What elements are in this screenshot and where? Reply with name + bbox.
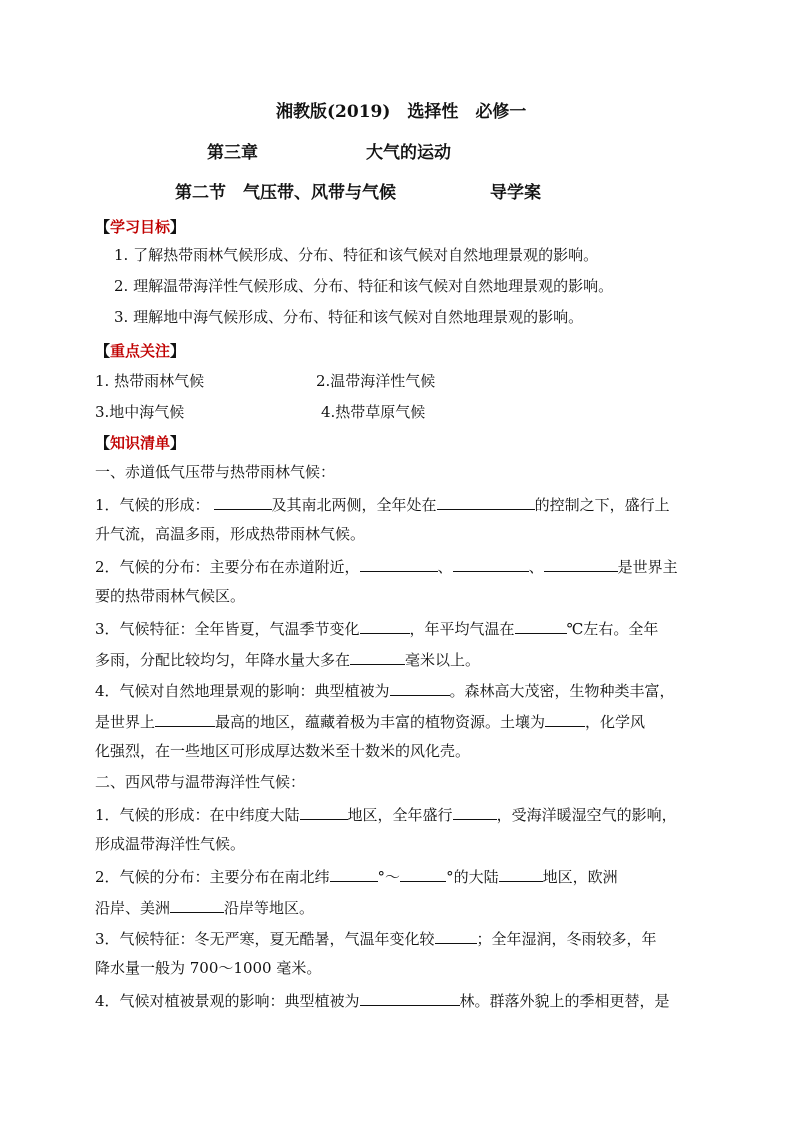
focus-item-2: 2.温带海洋性气候 (316, 372, 436, 390)
focus-item-1: 1. 热带雨林气候 (95, 372, 205, 390)
fill-blank[interactable] (390, 679, 450, 696)
part2-title: 二、西风带与温带海洋性气候： (95, 773, 306, 791)
fill-blank[interactable] (360, 555, 438, 572)
part1-line2-cont: 要的热带雨林气候区。 (95, 587, 246, 605)
fill-blank[interactable] (170, 896, 224, 913)
text: 4．气候对自然地理景观的影响：典型植被为 (95, 682, 390, 700)
fill-blank[interactable] (330, 865, 378, 882)
part2-line1 (95, 803, 677, 825)
part1-title: 一、赤道低气压带与热带雨林气候： (95, 463, 336, 481)
text: 多雨，分配比较均匀，年降水量大多在 (95, 651, 351, 669)
part2-line3-cont: 降水量一般为 700～1000 毫米。 (95, 959, 322, 977)
text: 最高的地区，蕴藏着极为丰富的植物资源。土壤为 (215, 713, 546, 731)
knowledge-heading: 【知识清单】 (95, 434, 186, 452)
chapter-number: 第三章 (207, 143, 258, 163)
fill-blank[interactable] (453, 555, 529, 572)
section-suffix: 导学案 (490, 183, 541, 203)
text: 。森林高大茂密，生物种类丰富， (449, 682, 675, 700)
fill-blank[interactable] (437, 493, 535, 510)
text: 地区，全年盛行 (347, 806, 453, 824)
text: ，年平均气温在 (409, 620, 515, 638)
focus-item-3: 3.地中海气候 (95, 403, 185, 421)
fill-blank[interactable] (214, 493, 272, 510)
part1-line2 (95, 555, 678, 577)
fill-blank[interactable] (453, 803, 497, 820)
goal-item-2: 2. 理解温带海洋性气候形成、分布、特征和该气候对自然地理景观的影响。 (114, 277, 614, 295)
text: 2．气候的分布：主要分布在赤道附近， (95, 558, 360, 576)
fill-blank[interactable] (435, 927, 477, 944)
text: °的大陆 (446, 868, 499, 886)
text: ；全年湿润，冬雨较多，年 (476, 930, 657, 948)
part1-line3 (95, 617, 658, 639)
part1-line4-cont (95, 710, 645, 732)
text: 沿岸等地区。 (224, 899, 315, 917)
part1-line4-cont2: 化强烈，在一些地区可形成厚达数米至十数米的风化壳。 (95, 742, 471, 760)
fill-blank[interactable] (515, 617, 567, 634)
fill-blank[interactable] (360, 617, 410, 634)
fill-blank[interactable] (545, 710, 585, 727)
text: 沿岸、美洲 (95, 899, 171, 917)
text: 是世界上 (95, 713, 156, 731)
text: ℃左右。全年 (566, 620, 659, 638)
part1-line3-cont (95, 648, 480, 670)
fill-blank[interactable] (350, 648, 405, 665)
part2-line3 (95, 927, 657, 949)
text: 、 (528, 558, 544, 576)
fill-blank[interactable] (499, 865, 543, 882)
goals-heading: 【学习目标】 (95, 218, 186, 236)
part1-line1-cont: 升气流，高温多雨，形成热带雨林气候。 (95, 525, 366, 543)
fill-blank[interactable] (400, 865, 446, 882)
text: °～ (377, 868, 401, 886)
text: 2．气候的分布：主要分布在南北纬 (95, 868, 330, 886)
document-title: 湘教版(2019) 选择性 必修一 (276, 102, 527, 122)
text: 及其南北两侧，全年处在 (271, 496, 437, 514)
text: 的控制之下，盛行上 (534, 496, 670, 514)
text: 1．气候的形成：在中纬度大陆 (95, 806, 300, 824)
part2-line4 (95, 989, 670, 1011)
chapter-name: 大气的运动 (366, 143, 451, 163)
text: 毫米以上。 (405, 651, 481, 669)
text: 林。群落外貌上的季相更替，是 (459, 992, 670, 1010)
focus-item-4: 4.热带草原气候 (321, 403, 426, 421)
part2-line2-cont (95, 896, 314, 918)
part2-line2 (95, 865, 618, 887)
fill-blank[interactable] (300, 803, 348, 820)
focus-heading: 【重点关注】 (95, 342, 186, 360)
text: 4．气候对植被景观的影响：典型植被为 (95, 992, 360, 1010)
text: 、 (437, 558, 453, 576)
text: 3．气候特征：冬无严寒，夏无酷暑，气温年变化较 (95, 930, 435, 948)
part2-line1-cont: 形成温带海洋性气候。 (95, 835, 246, 853)
text: 地区，欧洲 (542, 868, 618, 886)
text: ，受海洋暖湿空气的影响， (496, 806, 677, 824)
goal-item-3: 3. 理解地中海气候形成、分布、特征和该气候对自然地理景观的影响。 (114, 308, 584, 326)
text: 是世界主 (617, 558, 678, 576)
section-title: 第二节 气压带、风带与气候 (175, 183, 396, 203)
text: ，化学风 (585, 713, 646, 731)
fill-blank[interactable] (360, 989, 460, 1006)
part1-line1 (95, 493, 670, 515)
text: 3．气候特征：全年皆夏，气温季节变化 (95, 620, 360, 638)
text: 1．气候的形成： (95, 496, 210, 514)
part1-line4 (95, 679, 675, 701)
goal-item-1: 1. 了解热带雨林气候形成、分布、特征和该气候对自然地理景观的影响。 (114, 246, 599, 264)
fill-blank[interactable] (155, 710, 215, 727)
fill-blank[interactable] (544, 555, 618, 572)
